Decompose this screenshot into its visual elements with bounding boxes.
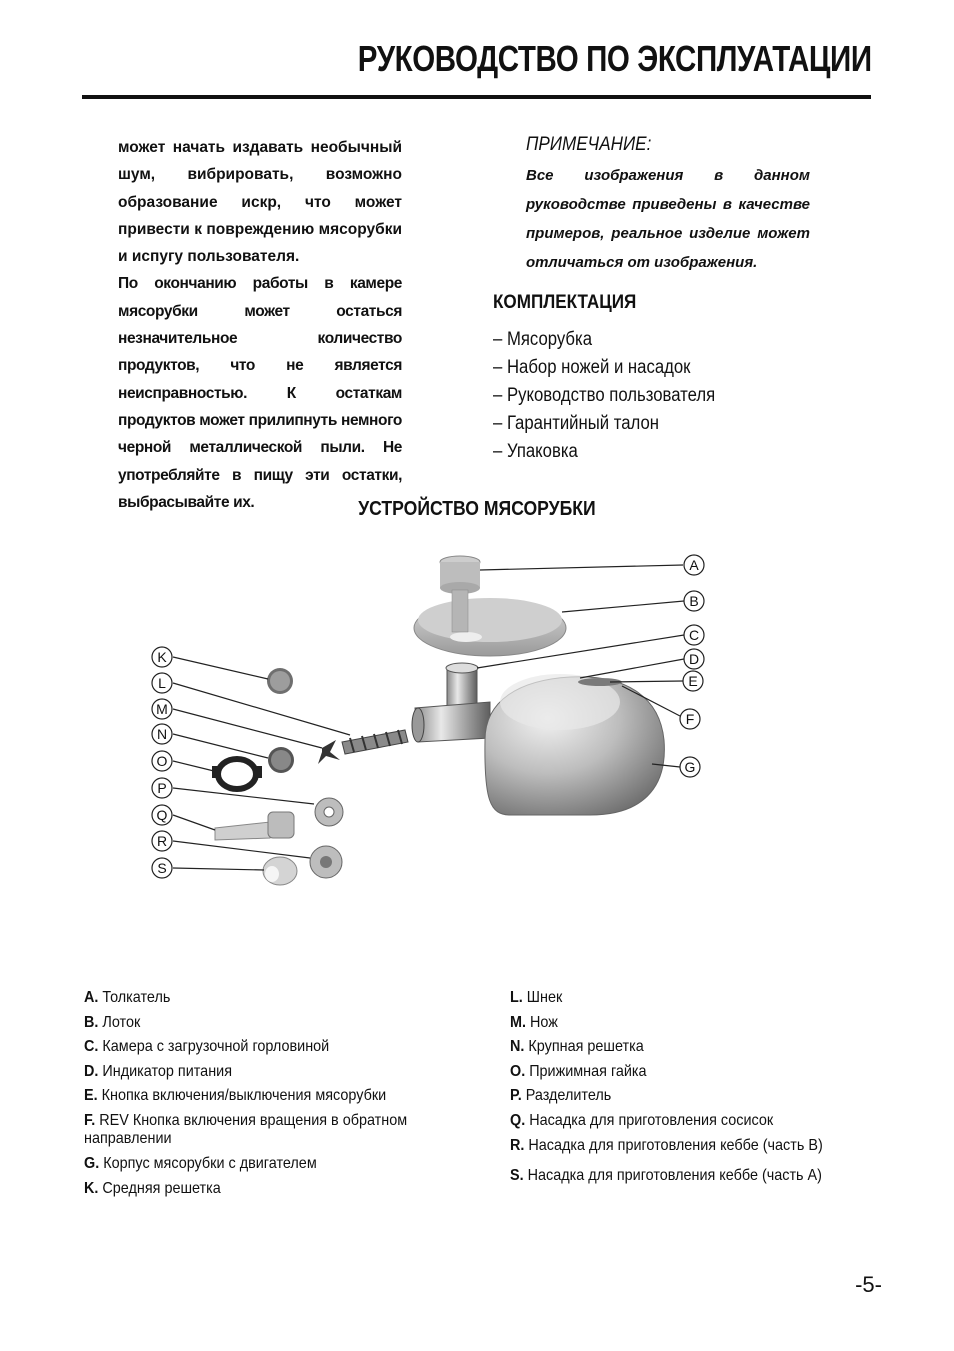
kit-item: – Руководство пользователя — [493, 385, 716, 406]
svg-text:E: E — [688, 673, 698, 689]
callout-l — [152, 673, 172, 693]
ring-nut-part — [212, 759, 262, 789]
svg-text:N: N — [156, 726, 168, 742]
svg-text:M: M — [156, 701, 168, 717]
legend-item-p: P. Разделитель — [510, 1087, 612, 1105]
legend-item-c: C. Камера с загрузочной горловиной — [84, 1038, 330, 1056]
svg-text:B: B — [689, 593, 699, 609]
device-section-title: УСТРОЙСТВО МЯСОРУБКИ — [358, 498, 596, 520]
legend-item-b: B. Лоток — [84, 1013, 141, 1031]
separator-part — [315, 798, 343, 826]
legend-item-s: S. Насадка для приготовления кеббе (часть A) — [510, 1167, 822, 1185]
legend-item-d: D. Индикатор питания — [84, 1062, 232, 1080]
svg-text:S: S — [157, 860, 167, 876]
left-column — [118, 134, 402, 516]
legend-item-l: L. Шнек — [510, 989, 563, 1006]
page-number: -5- — [855, 1272, 882, 1297]
svg-text:C: C — [688, 627, 700, 643]
callout-s — [152, 858, 172, 878]
kebbe-part-b — [310, 846, 342, 878]
legend-item-n: N. Крупная решетка — [510, 1038, 644, 1056]
callout-n — [152, 724, 172, 744]
legend-item-m: M. Нож — [510, 1013, 558, 1031]
callout-e — [683, 671, 703, 691]
paragraph-continuation: может начать издавать необычный шум, вибрировать, возможно образование искр, что может привести к повреждению мясорубки и испугу пользователя. — [118, 139, 402, 266]
meat-grinder-diagram — [0, 540, 954, 900]
kit-item: – Мясорубка — [493, 329, 592, 350]
svg-text:R: R — [156, 833, 168, 849]
callout-d — [684, 649, 704, 669]
kebbe-part-a — [263, 857, 297, 885]
legend-item-o: O. Прижимная гайка — [510, 1062, 647, 1080]
legend-item-q: Q. Насадка для приготовления сосисок — [510, 1111, 774, 1129]
svg-text:A: A — [689, 557, 699, 573]
callout-r — [152, 831, 172, 851]
svg-text:K: K — [157, 649, 167, 665]
callout-p — [152, 778, 172, 798]
legend-item-e: E. Кнопка включения/выключения мясорубки — [84, 1087, 387, 1105]
svg-text:O: O — [156, 753, 168, 769]
svg-text:P: P — [157, 780, 167, 796]
callout-o — [152, 751, 172, 771]
kit-item: – Упаковка — [493, 441, 578, 462]
callout-b — [684, 591, 704, 611]
legend-right — [510, 986, 910, 1189]
page-header-title: РУКОВОДСТВО ПО ЭКСПЛУАТАЦИИ — [358, 38, 872, 79]
coarse-plate-part — [268, 747, 294, 773]
tray-part — [414, 598, 566, 656]
knife-part — [318, 740, 340, 764]
callout-k — [152, 647, 172, 667]
paragraph-leftovers: По окончанию работы в камере мясорубки может остаться незначительное количество продуктов, что не является неисправностью. К остаткам продуктов может прилипнуть немного черной металлической пыли. Не употребляйте в пищу эти остатки, выбрасывайте их. — [118, 275, 402, 511]
note-title: ПРИМЕЧАНИЕ: — [526, 134, 652, 155]
svg-text:F: F — [685, 711, 695, 727]
legend-item-g: G. Корпус мясорубки с двигателем — [84, 1154, 317, 1172]
callout-a — [684, 555, 704, 575]
kit-list — [493, 326, 745, 466]
medium-plate-part — [267, 668, 293, 694]
legend-item-r: R. Насадка для приготовления кеббе (часть B) — [510, 1136, 823, 1154]
callout-q — [152, 805, 172, 825]
callout-m — [152, 699, 172, 719]
svg-text:G: G — [684, 759, 696, 775]
legend-item-f: F. REV Кнопка включения вращения в обратном направлении — [84, 1111, 408, 1147]
sausage-nozzle-part — [215, 812, 294, 840]
svg-text:D: D — [688, 651, 700, 667]
callout-c — [684, 625, 704, 645]
legend-item-a: A. Толкатель — [84, 989, 171, 1006]
chamber-part — [412, 663, 490, 742]
callout-f — [680, 709, 700, 729]
note-text: Все изображения в данном руководстве приведены в качестве примеров, реальное изделие может отличаться от изображения. — [526, 167, 810, 271]
kit-item: – Гарантийный талон — [493, 413, 660, 434]
callout-g — [680, 757, 700, 777]
header-rule — [82, 95, 871, 99]
motor-body-part — [485, 674, 664, 815]
kit-item: – Набор ножей и насадок — [493, 357, 691, 378]
screw-part — [342, 730, 408, 754]
kit-title: КОМПЛЕКТАЦИЯ — [493, 292, 637, 313]
legend-item-k: K. Средняя решетка — [84, 1179, 221, 1197]
svg-text:Q: Q — [156, 807, 168, 823]
svg-text:L: L — [158, 675, 166, 691]
legend-left — [84, 986, 464, 1201]
